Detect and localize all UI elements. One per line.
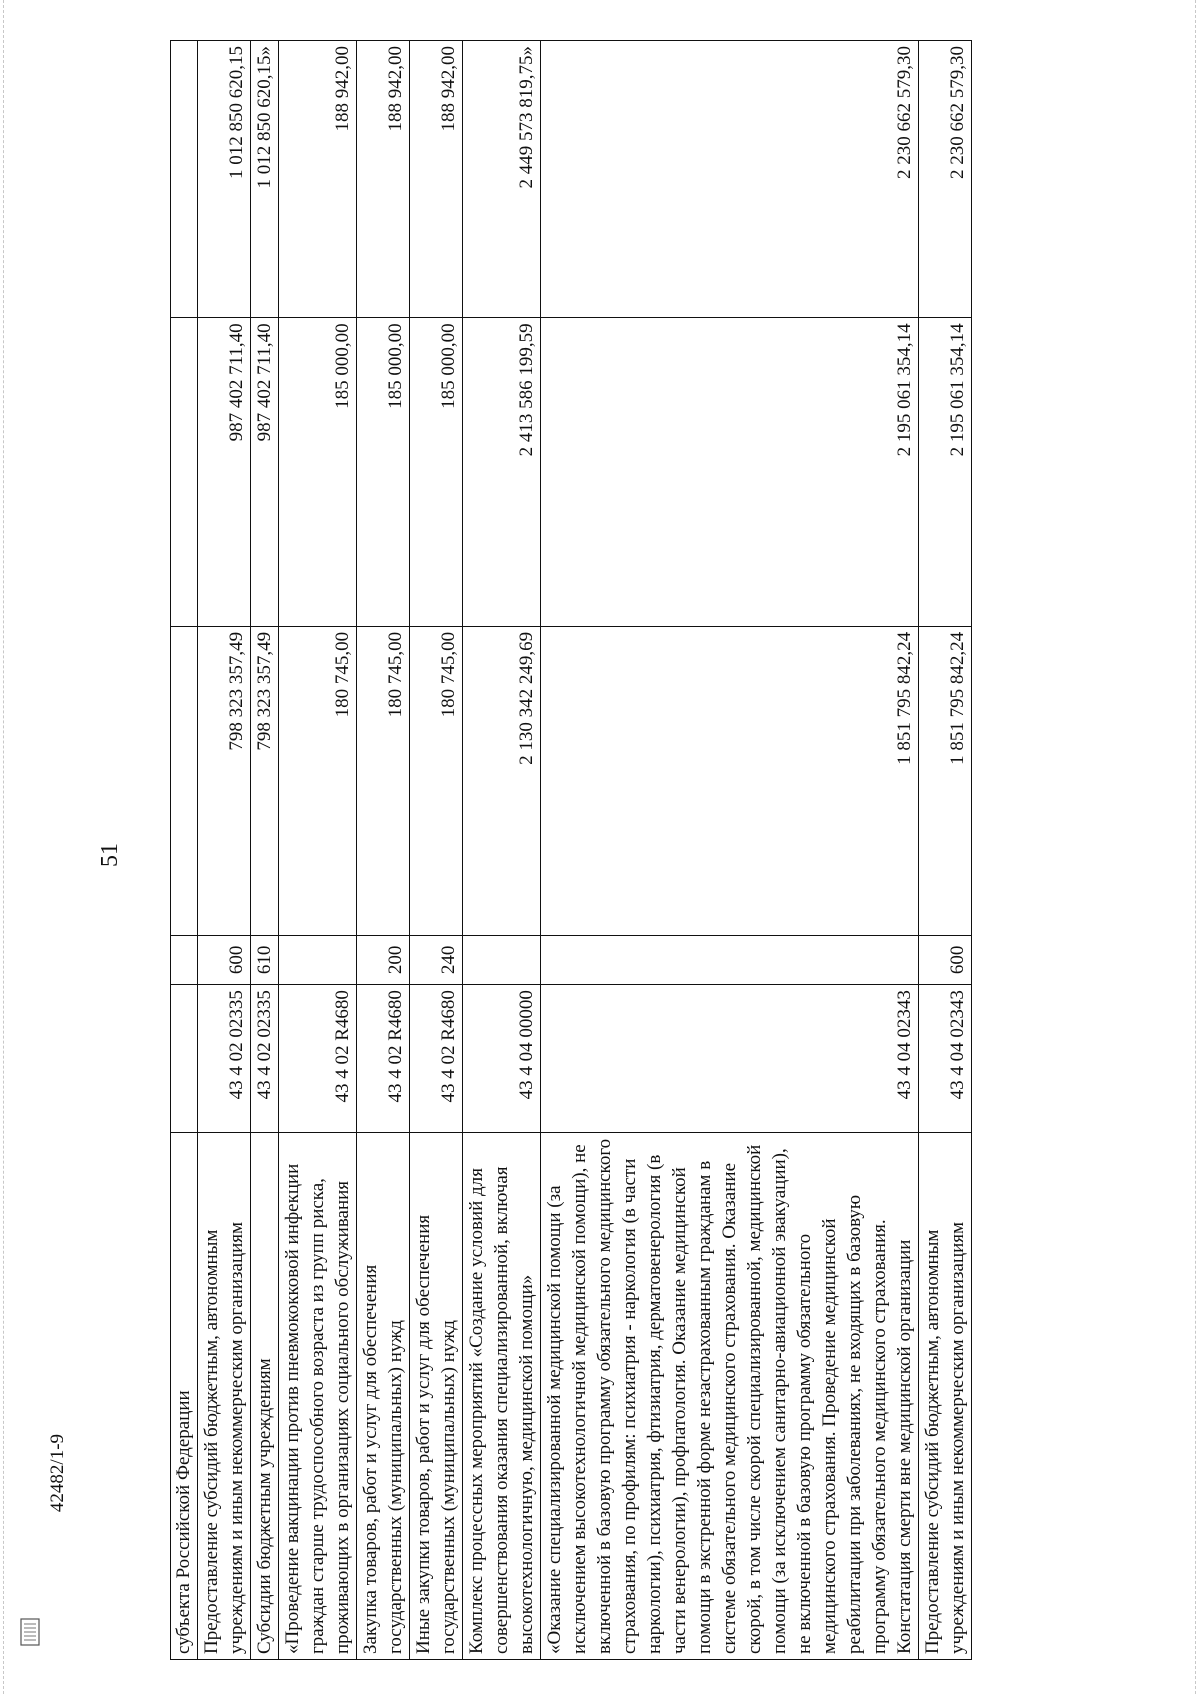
budget-table [170, 40, 972, 1660]
table-cell-name: Закупка товаров, работ и услуг для обеспечения государственных (муниципальных) нужд [357, 1132, 410, 1659]
table-cell-amount-1: 180 745,00 [279, 626, 357, 935]
table-cell-amount-1: 180 745,00 [410, 626, 463, 935]
table-row [410, 41, 463, 1660]
table-cell-amount-2: 987 402 711,40 [251, 318, 279, 627]
table-cell-code [171, 985, 198, 1133]
table-cell-amount-1: 798 323 357,49 [251, 626, 279, 935]
table-cell-amount-3: 2 230 662 579,30 [919, 41, 972, 318]
table-cell-code: 43 4 04 00000 [463, 985, 541, 1133]
table-cell-expense-type: 240 [410, 935, 463, 985]
table-cell-name: Субсидии бюджетным учреждениям [251, 1132, 279, 1659]
printer-stamp-icon [18, 1615, 42, 1649]
table-cell-amount-3: 188 942,00 [410, 41, 463, 318]
table-row [279, 41, 357, 1660]
table-cell-code: 43 4 02 R4680 [357, 985, 410, 1133]
scan-edge-line-left [3, 0, 5, 1694]
table-cell-amount-2: 185 000,00 [410, 318, 463, 627]
table-cell-expense-type: 200 [357, 935, 410, 985]
table-cell-name: Предоставление субсидий бюджетным, автономным учреждениям и иным некоммерческим организациям [919, 1132, 972, 1659]
table-cell-name: субъекта Российской Федерации [171, 1132, 198, 1659]
table-cell-code: 43 4 04 02343 [541, 985, 919, 1133]
table-row [463, 41, 541, 1660]
table-cell-expense-type: 600 [919, 935, 972, 985]
table-cell-name: Комплекс процессных мероприятий «Создание условий для совершенствования оказания специализированной, включая высокотехнологичную, медицинской помощи» [463, 1132, 541, 1659]
table-row [198, 41, 251, 1660]
table-cell-code: 43 4 02 R4680 [279, 985, 357, 1133]
table-cell-amount-3: 1 012 850 620,15» [251, 41, 279, 318]
table-cell-amount-1: 1 851 795 842,24 [541, 626, 919, 935]
table-cell-amount-3: 2 230 662 579,30 [541, 41, 919, 318]
table-cell-amount-2: 987 402 711,40 [198, 318, 251, 627]
table-cell-amount-1: 2 130 342 249,69 [463, 626, 541, 935]
table-cell-expense-type [463, 935, 541, 985]
document-code: 42482/1-9 [47, 1433, 68, 1513]
table-row [919, 41, 972, 1660]
scan-edge-line-right [1195, 0, 1197, 1694]
table-cell-code: 43 4 02 02335 [198, 985, 251, 1133]
table-cell-name: Иные закупки товаров, работ и услуг для обеспечения государственных (муниципальных) нужд [410, 1132, 463, 1659]
table-row [171, 41, 198, 1660]
table-cell-amount-1: 798 323 357,49 [198, 626, 251, 935]
table-cell-amount-2: 2 413 586 199,59 [463, 318, 541, 627]
table-row [251, 41, 279, 1660]
table-cell-code: 43 4 02 02335 [251, 985, 279, 1133]
table-row [357, 41, 410, 1660]
table-cell-expense-type [171, 935, 198, 985]
table-cell-expense-type [279, 935, 357, 985]
table-cell-amount-1: 180 745,00 [357, 626, 410, 935]
table-cell-amount-2: 2 195 061 354,14 [541, 318, 919, 627]
table-cell-amount-3: 188 942,00 [357, 41, 410, 318]
table-cell-amount-1: 1 851 795 842,24 [919, 626, 972, 935]
table-cell-amount-2: 185 000,00 [357, 318, 410, 627]
table-cell-code: 43 4 04 02343 [919, 985, 972, 1133]
table-cell-amount-3 [171, 41, 198, 318]
rotated-table-container [170, 40, 1040, 1660]
table-cell-name: Предоставление субсидий бюджетным, автономным учреждениям и иным некоммерческим организациям [198, 1132, 251, 1659]
table-cell-name: «Проведение вакцинации против пневмококковой инфекции граждан старше трудоспособного возраста из групп риска, проживающих в организациях социального обслуживания [279, 1132, 357, 1659]
table-cell-amount-3: 1 012 850 620,15 [198, 41, 251, 318]
table-cell-expense-type: 610 [251, 935, 279, 985]
table-cell-amount-2: 2 195 061 354,14 [919, 318, 972, 627]
table-cell-amount-3: 188 942,00 [279, 41, 357, 318]
table-cell-amount-2 [171, 318, 198, 627]
table-cell-code: 43 4 02 R4680 [410, 985, 463, 1133]
table-cell-amount-2: 185 000,00 [279, 318, 357, 627]
table-cell-expense-type [541, 935, 919, 985]
table-cell-amount-3: 2 449 573 819,75» [463, 41, 541, 318]
table-cell-amount-1 [171, 626, 198, 935]
page-number: 51 [97, 843, 123, 867]
table-cell-expense-type: 600 [198, 935, 251, 985]
table-cell-name: «Оказание специализированной медицинской помощи (за исключением высокотехнологичной медицинской помощи), не включенной в базовую программу обязательного медицинского страхования, по профилям: психиатрия - наркология (в части наркологии), психиатрия, фтизиатрия, дерматовенерология (в части венерологии), профпатология. Оказание медицинской помощи в экстренной форме незастрахованным гражданам в системе обязательного медицинского страхования. Оказание скорой, в том числе скорой специализированной, медицинской помощи (за исключением санитарно-авиационной эвакуации), не включенной в базовую программу обязательного медицинского страхования. Проведение медицинской реабилитации при заболеваниях, не входящих в базовую программу обязательного медицинского страхования. Констатация смерти вне медицинской организации [541, 1132, 919, 1659]
table-row [541, 41, 919, 1660]
